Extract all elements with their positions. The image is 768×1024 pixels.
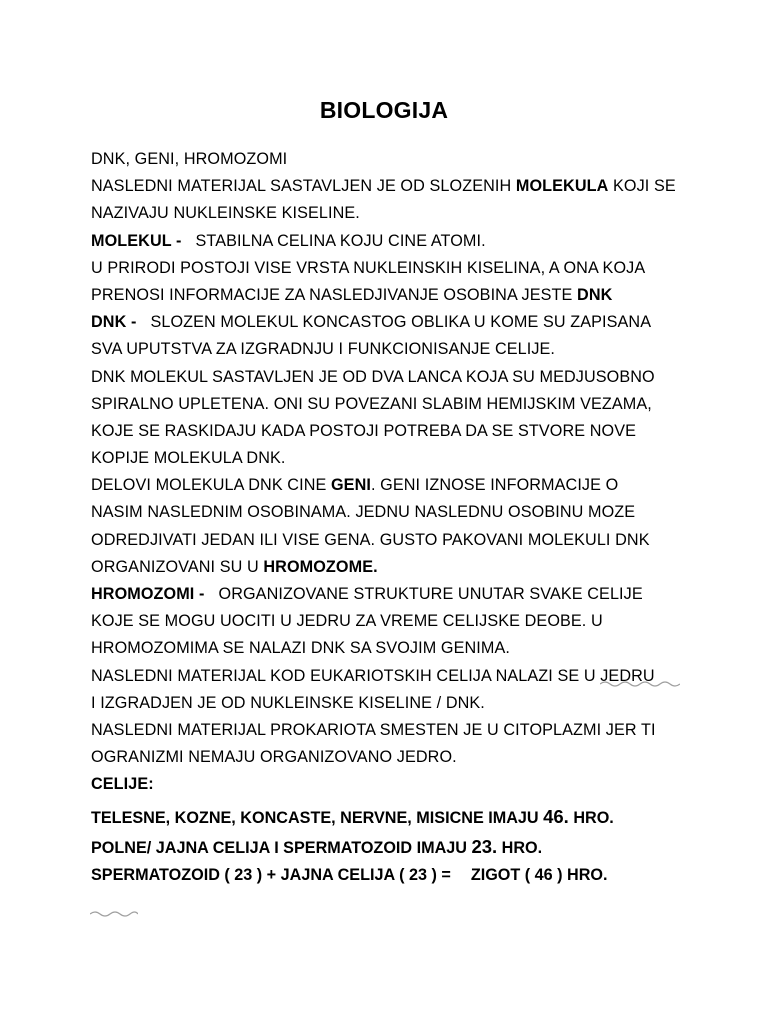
text-line: NAZIVAJU NUKLEINSKE KISELINE.: [91, 204, 360, 223]
text-run: TELESNE, KOZNE, KONCASTE, NERVNE, MISICNE IMAJU: [91, 809, 544, 827]
chromosome-count: 46.: [543, 806, 569, 827]
spellcheck-squiggle: [90, 910, 138, 918]
text-run: ORGANIZOVANE STRUKTURE UNUTAR SVAKE CELIJE: [218, 585, 643, 603]
section-heading: CELIJE:: [91, 775, 154, 794]
text-run: STABILNA CELINA KOJU CINE ATOMI.: [195, 231, 486, 250]
text-run: SLOZEN MOLEKUL KONCASTOG OBLIKA U KOME SU ZAPISANA: [150, 313, 652, 332]
text-run: ORGANIZOVANI SU U: [91, 557, 264, 576]
text-line: DNK, GENI, HROMOZOMI: [91, 150, 288, 168]
text-line: KOPIJE MOLEKULA DNK.: [91, 449, 286, 468]
text-line: HROMOZOMIMA SE NALAZI DNK SA SVOJIM GENIMA.: [91, 639, 510, 658]
text-run: HRO.: [568, 809, 614, 827]
text-line: I IZGRADJEN JE OD NUKLEINSKE KISELINE / DNK.: [91, 693, 485, 712]
text-run: ZIGOT ( 46 ) HRO.: [470, 866, 608, 884]
text-line: U PRIRODI POSTOJI VISE VRSTA NUKLEINSKIH KISELINA, A ONA KOJA: [91, 258, 646, 277]
text-run: PRENOSI INFORMACIJE ZA NASLEDJIVANJE OSOBINA JESTE: [91, 285, 578, 304]
text-line: NASLEDNI MATERIJAL KOD EUKARIOTSKIH CELIJA NALAZI SE U JEDRU: [91, 666, 655, 685]
text-run: SPERMATOZOID ( 23 ) + JAJNA CELIJA ( 23 ) =: [91, 866, 451, 884]
bold-term: DNK -: [91, 313, 137, 332]
text-line: [91, 472, 691, 499]
chromosome-count: 23.: [471, 835, 498, 857]
text-line: OGRANIZMI NEMAJU ORGANIZOVANO JEDRO.: [91, 748, 457, 767]
text-line: [91, 309, 691, 336]
text-line: ODREDJIVATI JEDAN ILI VISE GENA. GUSTO PAKOVANI MOLEKULI DNK: [91, 530, 650, 549]
bold-term: MOLEKULA: [515, 177, 609, 196]
text-line: [91, 581, 691, 608]
text-line: KOJE SE MOGU UOCITI U JEDRU ZA VREME CELIJSKE DEOBE. U: [91, 612, 603, 631]
bold-term: MOLEKUL -: [91, 231, 182, 250]
text-run: HRO.: [497, 838, 543, 857]
text-line: SVA UPUTSTVA ZA IZGRADNJU I FUNKCIONISANJE CELIJE.: [91, 340, 556, 359]
text-line: [91, 228, 691, 255]
cells-line: [91, 802, 614, 832]
text-line: [91, 173, 691, 200]
text-run: . GENI IZNOSE INFORMACIJE O: [370, 476, 619, 495]
document-body: [91, 146, 691, 799]
text-line: DNK MOLEKUL SASTAVLJEN JE OD DVA LANCA KOJA SU MEDJUSOBNO: [91, 367, 655, 386]
text-line: [91, 282, 691, 309]
text-line: SPIRALNO UPLETENA. ONI SU POVEZANI SLABIM HEMIJSKIM VEZAMA,: [91, 394, 652, 413]
cells-line: [91, 832, 614, 862]
text-line: [91, 554, 691, 581]
bold-term: HROMOZOMI -: [91, 585, 205, 603]
text-run: NASLEDNI MATERIJAL SASTAVLJEN JE OD SLOZENIH: [91, 177, 516, 196]
bold-term: HROMOZOME.: [263, 557, 378, 576]
text-line: KOJE SE RASKIDAJU KADA POSTOJI POTREBA DA SE STVORE NOVE: [91, 421, 637, 440]
cells-line: [91, 861, 614, 891]
bold-term: DNK: [577, 285, 613, 304]
text-run: DELOVI MOLEKULA DNK CINE: [91, 476, 331, 495]
text-line: NASIM NASLEDNIM OSOBINAMA. JEDNU NASLEDNU OSOBINU MOZE: [91, 503, 636, 522]
bold-term: GENI: [330, 476, 371, 495]
page-title: BIOLOGIJA: [319, 97, 449, 123]
cells-summary: [91, 802, 614, 891]
text-line: NASLEDNI MATERIJAL PROKARIOTA SMESTEN JE U CITOPLAZMI JER TI: [91, 720, 656, 739]
spellcheck-squiggle: [600, 680, 680, 688]
text-run: POLNE/ JAJNA CELIJA I SPERMATOZOID IMAJU: [91, 838, 472, 857]
text-run: KOJI SE: [608, 177, 676, 196]
